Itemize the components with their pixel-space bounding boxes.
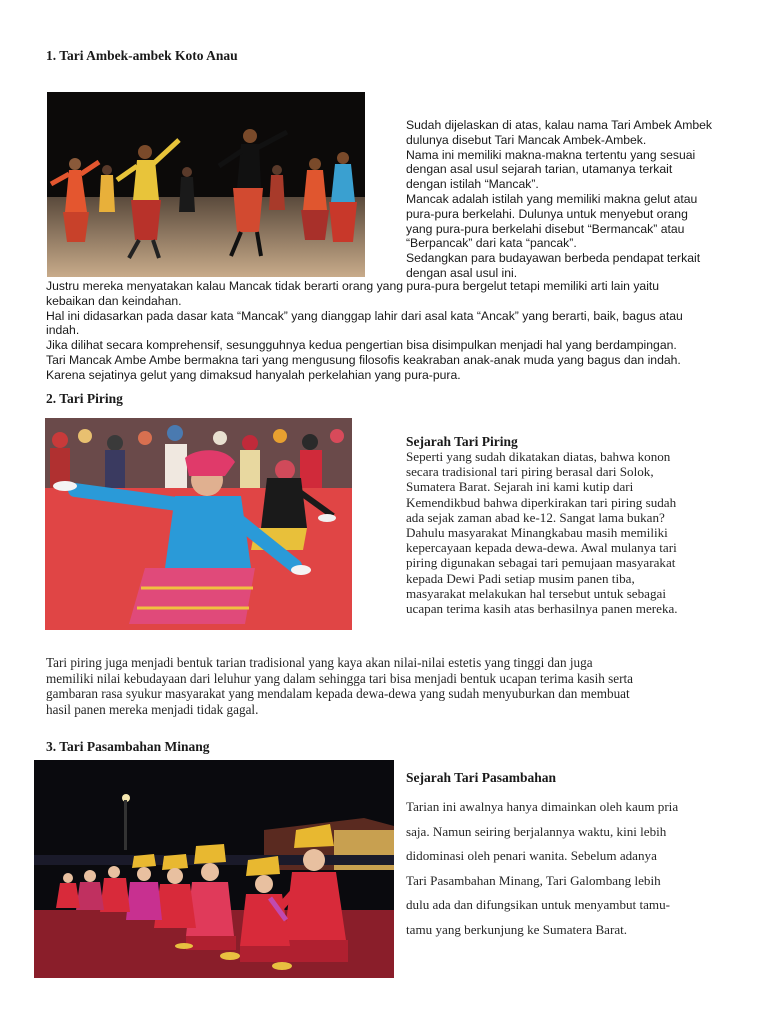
text-line: Hal ini didasarkan pada dasar kata “Mancak” yang dianggap lahir dari asal kata “Ancak” yang berarti, baik, bagus atau [46, 308, 683, 323]
section-2-full-text [46, 655, 633, 717]
text-line: Sumatera Barat. Sejarah ini kami kutip dari [406, 479, 634, 495]
text-line: dengan istilah “Mancak”. [406, 177, 539, 192]
text-line: Justru mereka menyatakan kalau Mancak tidak berarti orang yang pura-pura bergelut tetapi memiliki arti lain yaitu [46, 279, 660, 293]
text-line: hasil panen mereka menjadi tidak gagal. [46, 701, 259, 717]
text-line: Kemendikbud bahwa diperkirakan tari piring sudah [406, 494, 677, 510]
text-line: kepada Dewi Padi setiap musim panen tiba, [406, 570, 635, 586]
text-line: didominasi oleh penari wanita. Sebelum adanya [406, 848, 657, 863]
section-1-heading: 1. Tari Ambek-ambek Koto Anau [46, 48, 238, 63]
text-line: memiliki nilai kebudayaan dari leluhur yang dalam sehingga tari bisa menjadi bentuk ucapan terima kasih serta [46, 670, 634, 686]
text-line: “Berpancak” dari kata “pancak”. [406, 236, 577, 251]
text-line: masyarakat melakukan hal tersebut untuk sebagai [406, 585, 666, 601]
section-2-side-text [406, 449, 678, 616]
text-line: pura-pura berkelahi. Dulunya untuk menyebut orang [406, 206, 688, 221]
text-line: ucapan terima kasih atas berhasilnya panen mereka. [406, 601, 678, 617]
photo-tari-ambek-ambek [47, 92, 365, 277]
section-2-side-title: Sejarah Tari Piring [406, 434, 518, 449]
section-2-heading: 2. Tari Piring [46, 391, 123, 406]
text-line: Nama ini memiliki makna-makna tertentu yang sesuai [406, 147, 696, 162]
section-3-heading: 3. Tari Pasambahan Minang [46, 739, 210, 754]
text-line: dulu ada dan difungsikan untuk menyambut tamu- [406, 897, 671, 912]
text-line: Tari piring juga menjadi bentuk tarian tradisional yang kaya akan nilai-nilai estetis yang tinggi dan juga [46, 655, 593, 670]
photo-tari-pasambahan [34, 760, 394, 978]
section-3-side-text [406, 795, 678, 942]
text-line: piring digunakan sebagai tari pemujaan masyarakat [406, 555, 676, 571]
text-line: Jika dilihat secara komprehensif, sesungguhnya kedua pengertian bisa disimpulkan menjadi hal yang berdampingan. [46, 338, 677, 353]
text-line: Tarian ini awalnya hanya dimainkan oleh kaum pria [406, 799, 679, 814]
section-2-side [406, 434, 678, 616]
text-line: kepercayaan kepada dewa-dewa. Awal mulanya tari [406, 540, 677, 556]
text-line: gambaran rasa syukur masyarakat yang mendalam kepada dewa-dewa yang sudah menyuburkan dan membuat [46, 686, 630, 701]
text-line: Dahulu masyarakat Minangkabau masih memiliki [406, 525, 668, 541]
text-line: Sudah dijelaskan di atas, kalau nama Tari Ambek Ambek [406, 118, 712, 132]
text-line: Karena sejatinya gelut yang dimaksud hanyalah perkelahian yang pura-pura. [46, 367, 461, 382]
text-line: tamu yang berkunjung ke Sumatera Barat. [406, 921, 628, 937]
text-line: Tari Pasambahan Minang, Tari Galombang lebih [406, 872, 661, 888]
section-3-side-title: Sejarah Tari Pasambahan [406, 770, 557, 785]
text-line: dengan asal usul sejarah tarian, utamanya terkait [406, 162, 673, 177]
text-line: ada sejak zaman abad ke-12. Sangat lama bukan? [406, 509, 665, 525]
text-line: saja. Namun seiring berjalannya waktu, kini lebih [406, 823, 667, 839]
text-line: secara tradisional tari piring berasal dari Solok, [406, 464, 654, 480]
text-line: dengan asal usul ini. [406, 265, 518, 280]
text-line: Sedangkan para budayawan berbeda pendapat terkait [406, 251, 701, 266]
text-line: dulunya disebut Tari Mancak Ambek-Ambek. [406, 132, 647, 147]
text-line: yang pura-pura berkelahi disebut “Bermancak” atau [406, 221, 685, 236]
section-1-full-text [46, 279, 683, 383]
text-line: Seperti yang sudah dikatakan diatas, bahwa konon [406, 449, 671, 464]
text-line: kebaikan dan keindahan. [46, 293, 182, 308]
text-line: indah. [46, 323, 80, 338]
text-line: Tari Mancak Ambe Ambe bermakna tari yang mengusung filosofis keakraban anak-anak muda yang bagus dan indah. [46, 352, 681, 367]
text-line: Mancak adalah istilah yang memiliki makna gelut atau [406, 191, 698, 206]
section-1-side-text [406, 118, 712, 281]
section-3-side [406, 770, 678, 942]
photo-tari-piring [45, 418, 352, 630]
